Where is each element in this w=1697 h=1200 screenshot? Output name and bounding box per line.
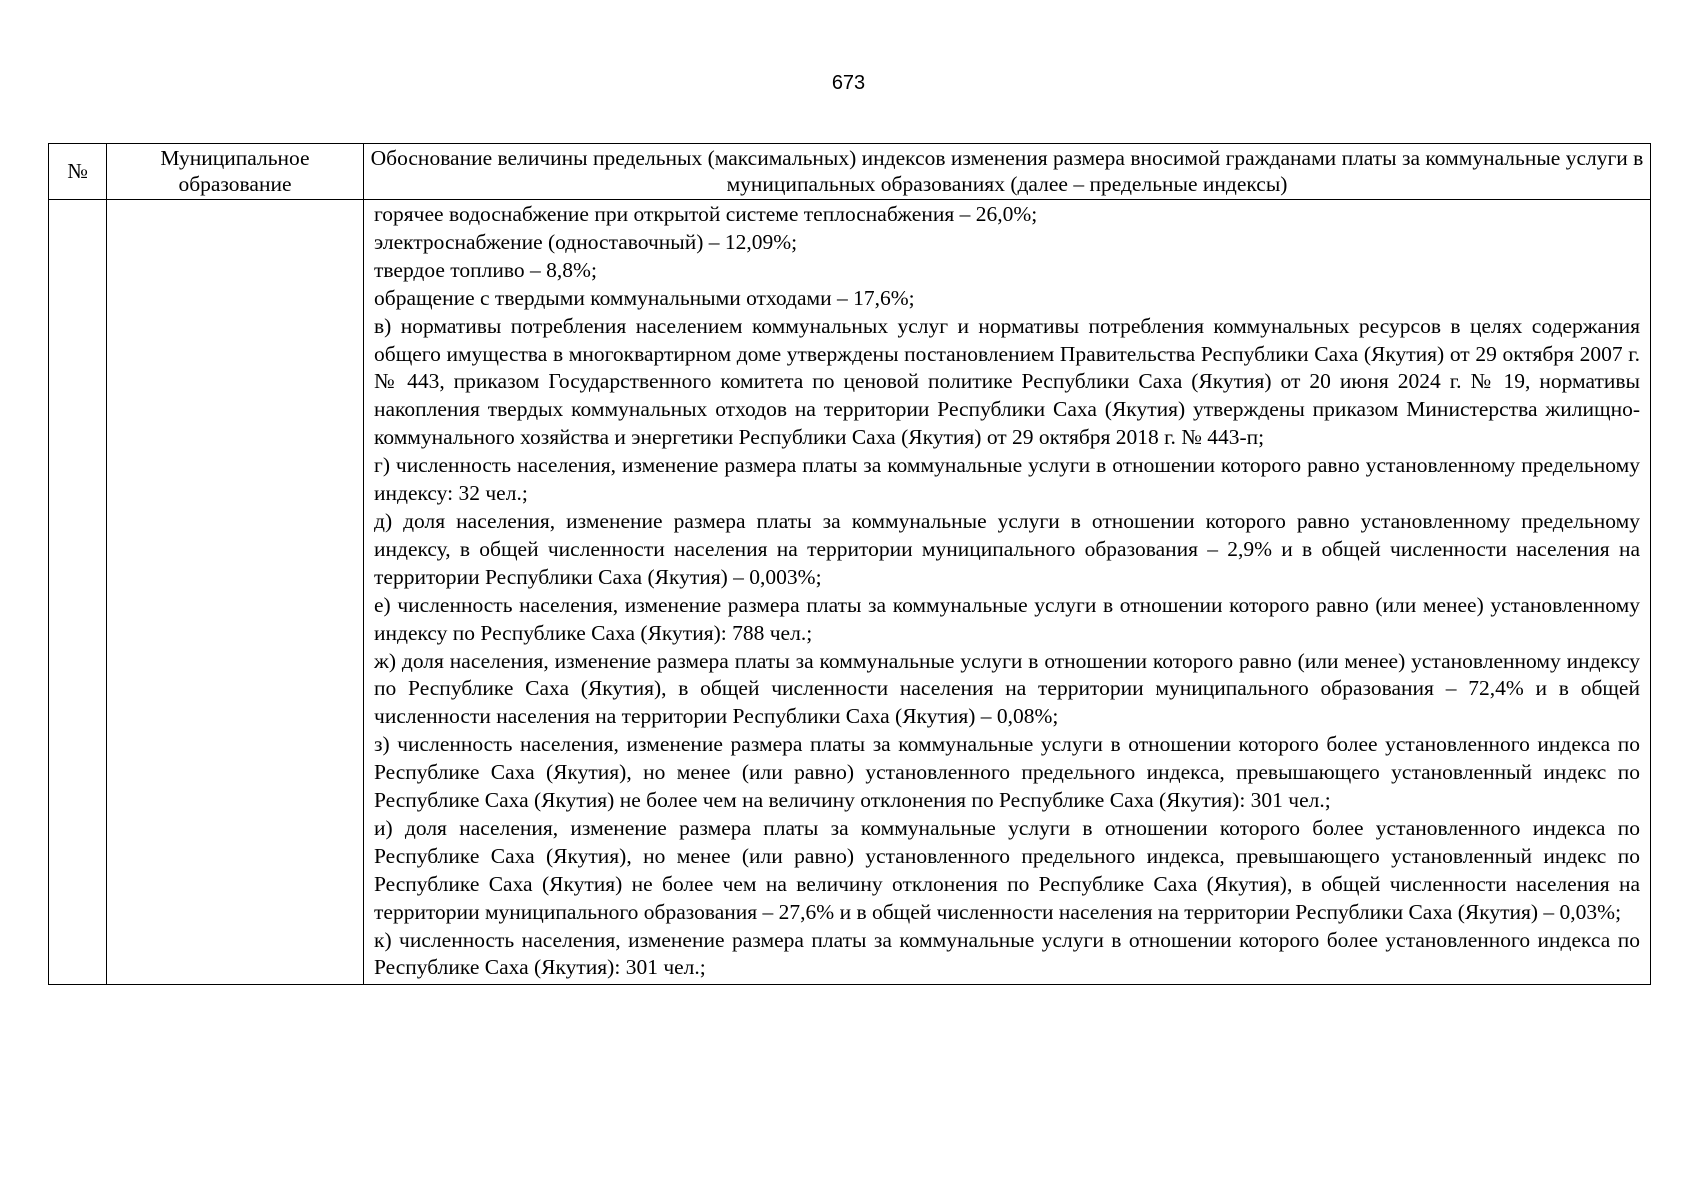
paragraph-item-k: к) численность населения, изменение размера платы за коммунальные услуги в отношении которого более установленного индекса по Республике Саха (Якутия): 301 чел.; — [374, 927, 1640, 980]
cell-num — [49, 200, 107, 985]
paragraph-item-i: и) доля населения, изменение размера платы за коммунальные услуги в отношении которого более установленного индекса по Республике Саха (Якутия), но менее (или равно) установленного предельного индекса, превышающего установленный индекс по Республике Саха (Якутия) не более чем на величину отклонения по Республике Саха (Якутия), в общей численности населения на территории муниципального образования – 27,6% и в общей численности населения на территории Республики Саха (Якутия) – 0,03%; — [374, 815, 1640, 924]
paragraph-item-v: в) нормативы потребления населением коммунальных услуг и нормативы потребления коммунальных ресурсов в целях содержания общего имущества в многоквартирном доме утверждены постановлением Правительства Республики Саха (Якутия) от 29 октября 2007 г. № 443, приказом Государственного комитета по ценовой политике Республики Саха (Якутия) от 20 июня 2024 г. № 19, нормативы накопления твердых коммунальных отходов на территории Республики Саха (Якутия) утверждены приказом Министерства жилищно-коммунального хозяйства и энергетики Республики Саха (Якутия) от 29 октября 2018 г. № 443-п; — [374, 313, 1640, 450]
paragraph-item-g: г) численность населения, изменение размера платы за коммунальные услуги в отношении которого равно установленному предельному индексу: 32 чел.; — [374, 453, 1640, 506]
paragraph-item-z: з) численность населения, изменение размера платы за коммунальные услуги в отношении которого более установленного индекса по Республике Саха (Якутия), но менее (или равно) установленного предельного индекса, превышающего установленный индекс по Республике Саха (Якутия) не более чем на величину отклонения по Республике Саха (Якутия): 301 чел.; — [374, 732, 1640, 813]
paragraph-item-e: е) численность населения, изменение размера платы за коммунальные услуги в отношении которого равно (или менее) установленному индексу по Республике Саха (Якутия): 788 чел.; — [374, 592, 1640, 645]
paragraph-electricity: электроснабжение (одноставочный) – 12,09%; — [374, 229, 798, 254]
page-number: 673 — [831, 72, 866, 94]
table-row — [49, 200, 1651, 985]
cell-justification — [364, 200, 1651, 985]
paragraph-item-d: д) доля населения, изменение размера платы за коммунальные услуги в отношении которого равно установленному предельному индексу, в общей численности населения на территории муниципального образования – 2,9% и в общей численности населения на территории Республики Саха (Якутия) – 0,003%; — [374, 508, 1640, 589]
paragraph-hot-water: горячее водоснабжение при открытой системе теплоснабжения – 26,0%; — [374, 202, 1038, 226]
header-justification: Обоснование величины предельных (максимальных) индексов изменения размера вносимой гражданами платы за коммунальные услуги в муниципальных образованиях (далее – предельные индексы) — [364, 144, 1651, 200]
paragraph-solid-fuel: твердое топливо – 8,8%; — [374, 257, 597, 282]
justification-table — [48, 143, 1651, 985]
cell-municipality — [107, 200, 364, 985]
header-num: № — [49, 144, 107, 200]
table-header-row — [49, 144, 1651, 200]
paragraph-item-zh: ж) доля населения, изменение размера платы за коммунальные услуги в отношении которого равно (или менее) установленному индексу по Республике Саха (Якутия), в общей численности населения на территории муниципального образования – 72,4% и в общей численности населения на территории Республики Саха (Якутия) – 0,08%; — [374, 648, 1640, 729]
header-municipality: Муниципальное образование — [107, 144, 364, 200]
paragraph-waste: обращение с твердыми коммунальными отходами – 17,6%; — [374, 285, 915, 310]
